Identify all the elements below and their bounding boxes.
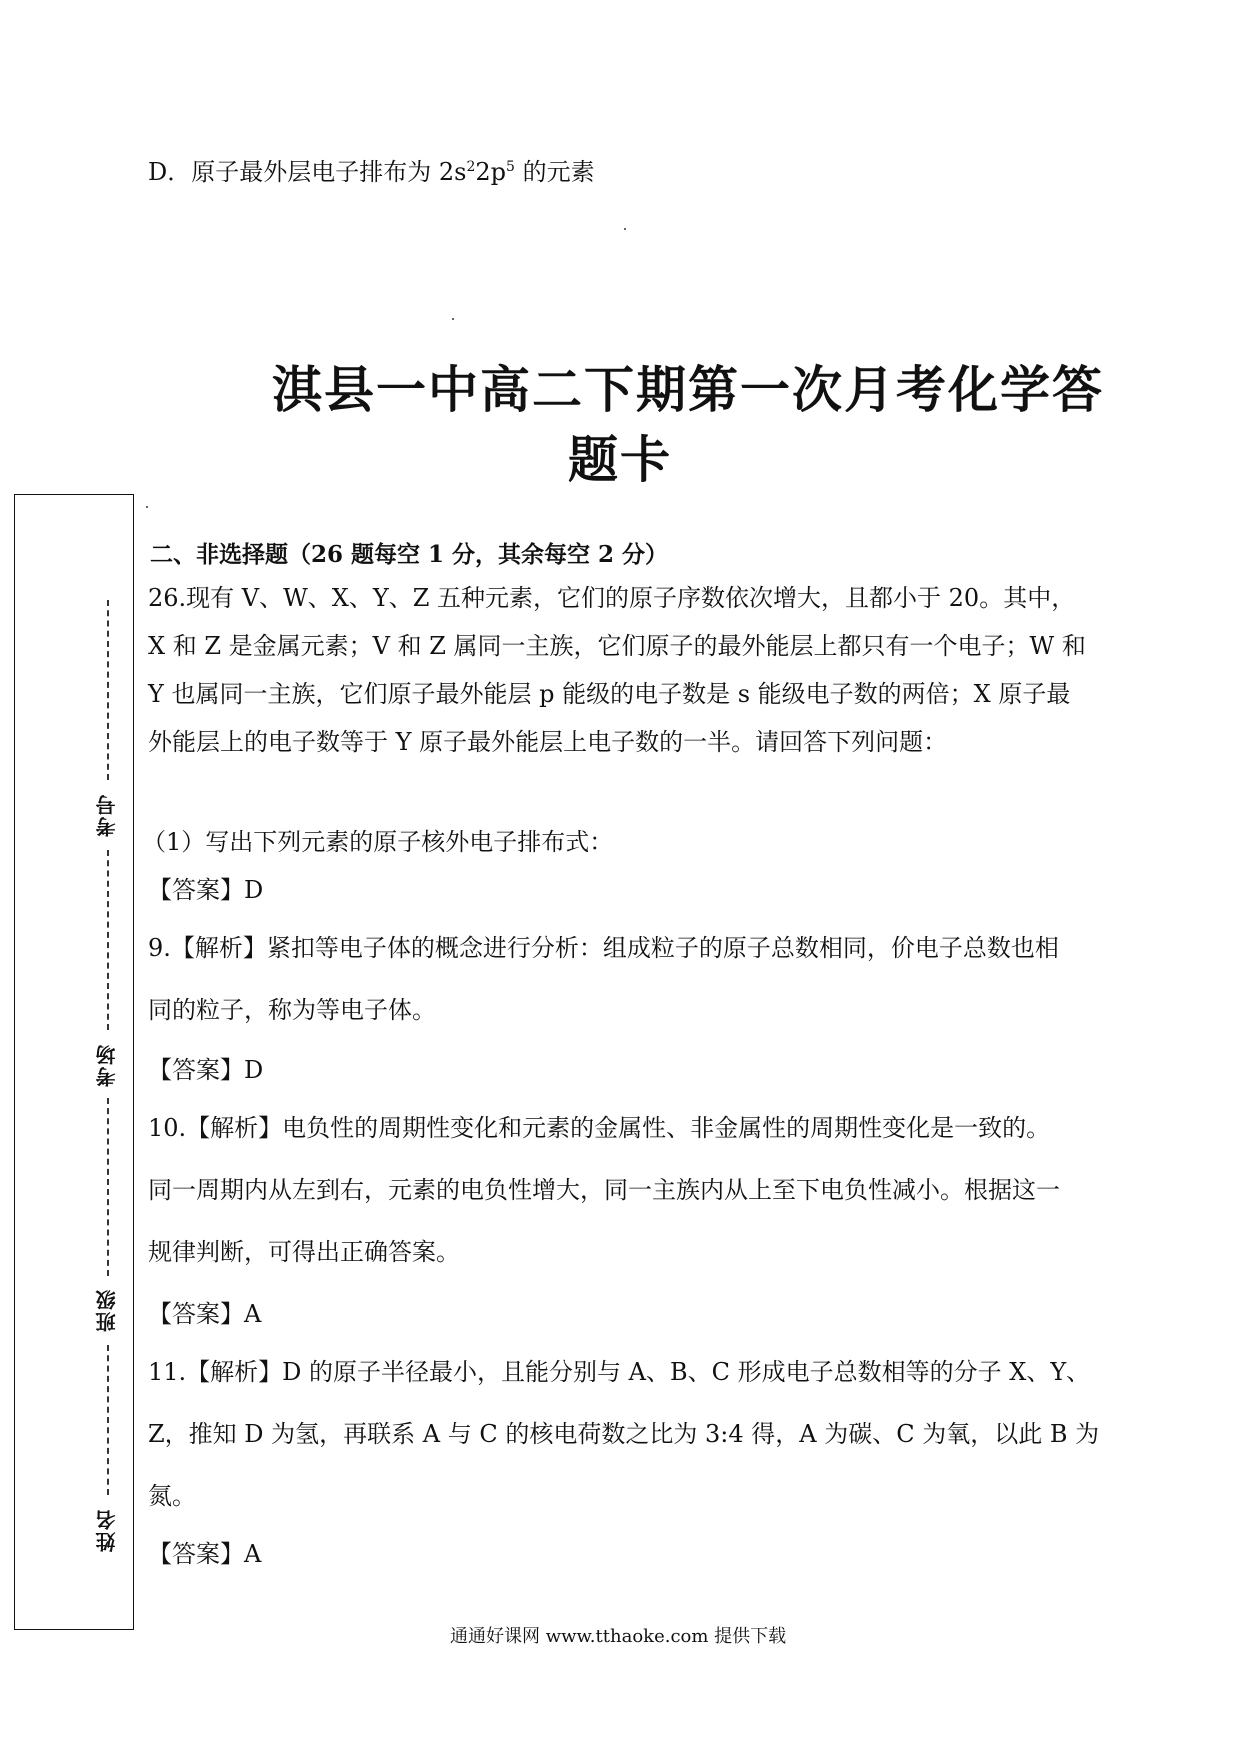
option-d [148,158,595,187]
section-heading: 二、非选择题（26 题每空 1 分，其余每空 2 分） [150,541,669,568]
answer-label: 【答案】A [148,1540,262,1568]
q26-line: X 和 Z 是金属元素；V 和 Z 属同一主族，它们原子的最外能层上都只有一个电子；W 和 [148,632,1086,660]
analysis-11-line: 11.【解析】D 的原子半径最小，且能分别与 A、B、C 形成电子总数相等的分子 X、Y、 [148,1358,1091,1386]
q26-sub1: （1）写出下列元素的原子核外电子排布式： [142,828,614,856]
analysis-9-line: 同的粒子，称为等电子体。 [148,996,436,1024]
label-name: 姓名 [95,1508,119,1552]
option-d-suffix: 的元素 [514,158,595,186]
analysis-10-line: 10.【解析】电负性的周期性变化和元素的金属性、非金属性的周期性变化是一致的。 [148,1114,1051,1142]
analysis-10-line: 同一周期内从左到右，元素的电负性增大，同一主族内从上至下电负性减小。根据这一 [148,1176,1060,1204]
q26-line: 外能层上的电子数等于 Y 原子最外能层上电子数的一半。请回答下列问题： [148,728,948,756]
dashed-line [107,600,109,780]
label-class: 班级 [95,1288,119,1332]
dashed-line [107,1345,109,1495]
q26-line: 26.现有 V、W、X、Y、Z 五种元素，它们的原子序数依次增大，且都小于 20。其中， [148,584,1076,612]
page-title-line2: 题卡 [568,431,672,489]
footer-credit: 通通好课网 www.tthaoke.com 提供下载 [450,1626,787,1647]
option-d-prefix: D．原子最外层电子排布为 2s [148,158,467,186]
answer-label: 【答案】A [148,1300,262,1328]
option-d-mid: 2p [475,158,507,186]
speck [146,506,148,508]
analysis-11-line: 氮。 [148,1482,196,1510]
analysis-9-line: 9.【解析】紧扣等电子体的概念进行分析：组成粒子的原子总数相同，价电子总数也相 [148,934,1059,962]
superscript-2: 5 [506,159,515,175]
speck [452,318,454,320]
analysis-10-line: 规律判断，可得出正确答案。 [148,1238,460,1266]
dashed-line [107,850,109,1030]
speck [624,228,626,230]
analysis-11-line: Z，推知 D 为氢，再联系 A 与 C 的核电荷数之比为 3:4 得，A 为碳、C 为氧，以此 B 为 [148,1420,1100,1448]
page-title-line1: 淇县一中高二下期第一次月考化学答 [272,361,1104,419]
superscript-1: 2 [466,159,476,175]
dashed-line [107,1098,109,1276]
q26-line: Y 也属同一主族，它们原子最外能层 p 能级的电子数是 s 能级电子数的两倍；X 原子最 [148,680,1071,708]
answer-label: 【答案】D [148,1056,264,1084]
label-exam-room: 考场 [95,1043,119,1087]
label-exam-number: 考号 [95,793,119,837]
answer-label: 【答案】D [148,876,264,904]
